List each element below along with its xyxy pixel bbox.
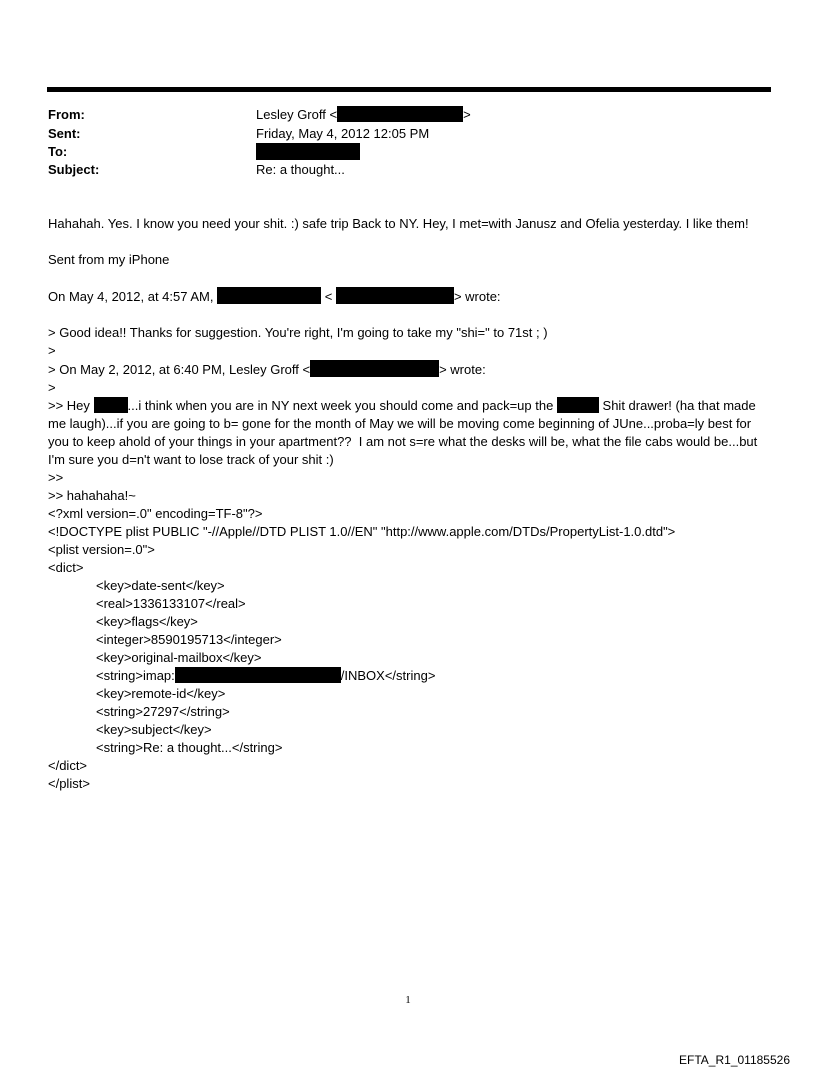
redaction-box bbox=[256, 143, 360, 160]
xml-line: <key>original-mailbox</key> bbox=[96, 650, 262, 665]
to-label: To: bbox=[48, 144, 68, 159]
sent-label: Sent: bbox=[48, 126, 81, 141]
redaction-box bbox=[217, 287, 321, 304]
redaction-box bbox=[336, 287, 454, 304]
document-id: EFTA_R1_01185526 bbox=[679, 1053, 790, 1067]
xml-line: <string>Re: a thought...</string> bbox=[96, 740, 283, 755]
xml-line: <real>1336133107</real> bbox=[96, 596, 246, 611]
subject-label: Subject: bbox=[48, 162, 100, 177]
subject-value: Re: a thought... bbox=[256, 162, 345, 177]
redaction-box bbox=[557, 397, 599, 413]
xml-line: <integer>8590195713</integer> bbox=[96, 632, 282, 647]
xml-line: <string>27297</string> bbox=[96, 704, 230, 719]
quoted-line: >> hahahaha!~ bbox=[48, 488, 136, 503]
xml-line: <key>date-sent</key> bbox=[96, 578, 225, 593]
header-rule bbox=[47, 87, 771, 92]
quoted-line: > Good idea!! Thanks for suggestion. You're right, I'm going to take my "shi=" to 71st ; ) bbox=[48, 325, 548, 340]
xml-line: <?xml version=.0" encoding=TF-8"?> bbox=[48, 506, 263, 521]
xml-line: <dict> bbox=[48, 560, 84, 575]
xml-line: <plist version=.0"> bbox=[48, 542, 155, 557]
from-value bbox=[256, 106, 471, 124]
quote-attribution-1: On May 4, 2012, at 4:57 AM, < > wrote: bbox=[48, 289, 501, 304]
quoted-line: > bbox=[48, 343, 56, 358]
page-number: 1 bbox=[405, 994, 411, 1006]
redaction-box bbox=[94, 397, 128, 413]
xml-line: <key>subject</key> bbox=[96, 722, 212, 737]
redaction-box bbox=[337, 106, 463, 122]
xml-line: </plist> bbox=[48, 776, 90, 791]
email-body bbox=[48, 215, 773, 793]
redaction-box bbox=[175, 667, 341, 683]
body-paragraph: Hahahah. Yes. I know you need your shit. :) safe trip Back to NY. Hey, I met=with Janusz and Ofelia yesterday. I like them! bbox=[48, 216, 749, 231]
redaction-box bbox=[310, 360, 439, 377]
signature: Sent from my iPhone bbox=[48, 252, 170, 267]
xml-line: <!DOCTYPE plist PUBLIC "-//Apple//DTD PLIST 1.0//EN" "http://www.apple.com/DTDs/PropertyList-1.0.dtd"> bbox=[48, 524, 676, 539]
xml-line: <key>remote-id</key> bbox=[96, 686, 226, 701]
from-name: Lesley Groff < bbox=[256, 107, 338, 122]
quoted-line: > bbox=[48, 380, 56, 395]
quote-attribution-2: > On May 2, 2012, at 6:40 PM, Lesley Groff < > wrote: bbox=[48, 362, 486, 377]
quoted-paragraph: >> Hey ...i think when you are in NY next week you should come and pack=up the Shit drawer! (ha that made me laugh)...if you are going to b= gone for the month of May we will be moving come beginning of JUne...proba=ly best for you to keep ahold of your things in your apartment?? I am not s=re what the desks will be, what the file cabs would be...but I'm sure you d=n't want to lose track of your shit :) bbox=[48, 398, 761, 467]
from-close: > bbox=[463, 107, 471, 122]
xml-line: <key>flags</key> bbox=[96, 614, 198, 629]
xml-line: <string>imap: /INBOX</string> bbox=[96, 668, 436, 683]
sent-value: Friday, May 4, 2012 12:05 PM bbox=[256, 126, 430, 141]
to-value bbox=[256, 143, 360, 162]
xml-line: </dict> bbox=[48, 758, 88, 773]
quoted-line: >> bbox=[48, 470, 64, 485]
from-label: From: bbox=[48, 107, 85, 122]
